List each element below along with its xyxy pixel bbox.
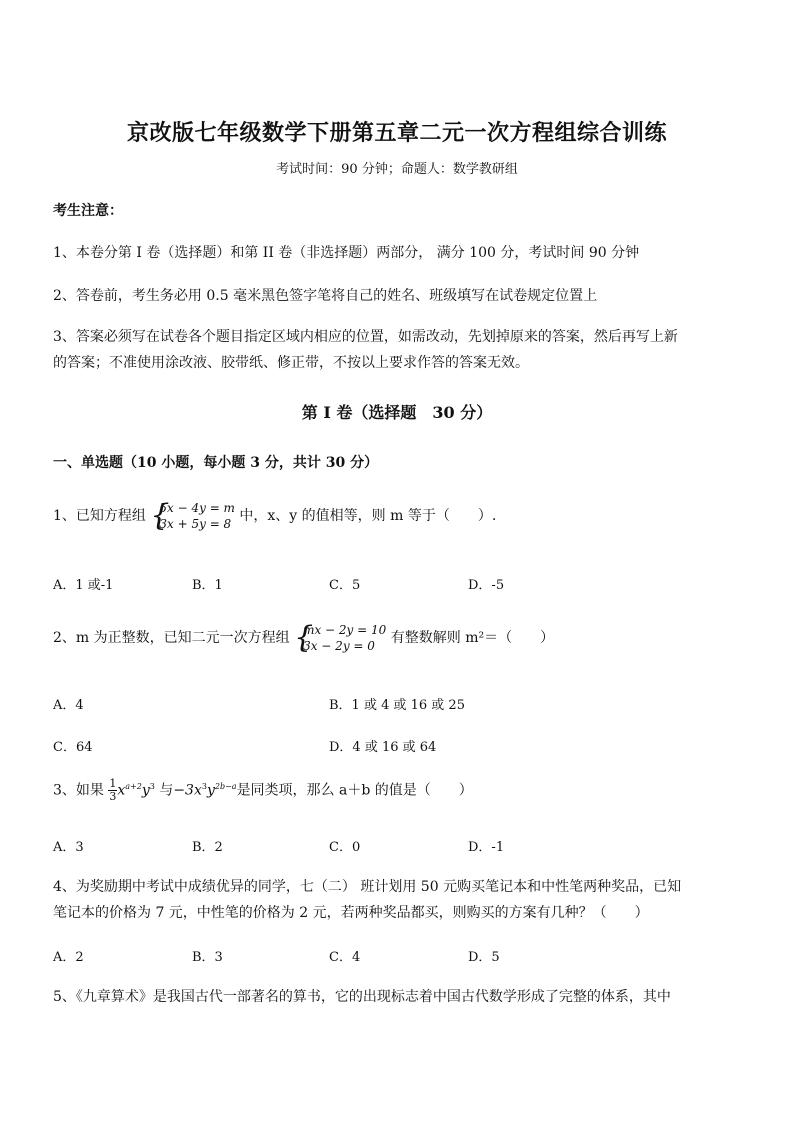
exam-info: 考试时间：90 分钟；命题人：数学教研组 xyxy=(276,162,518,177)
brace-icon: { xyxy=(294,620,314,655)
q3-term2-y: y xyxy=(206,782,215,799)
q3-term1-x: x xyxy=(117,782,126,799)
q1-prefix: 1、已知方程组 xyxy=(53,508,146,524)
q3-option-d: D．-1 xyxy=(468,840,505,855)
q2-equation-system xyxy=(294,622,386,654)
q1-option-a: A．1 或-1 xyxy=(53,578,114,593)
q3-term2-x: −3x xyxy=(173,782,202,799)
q2-eq2: 3x − 2y = 0 xyxy=(303,639,375,653)
q2-suffix: 有整数解则 m²＝（ ） xyxy=(390,630,555,646)
q4-option-b: B．3 xyxy=(192,950,223,965)
q1-suffix: 中，x、y 的值相等，则 m 等于（ ）. xyxy=(239,508,497,524)
q3-term2-y-exp: 2b−a xyxy=(214,781,237,791)
q3-term1-x-exp: a+2 xyxy=(125,781,142,791)
q1-option-d: D．-5 xyxy=(468,578,505,593)
question-1 xyxy=(53,500,496,532)
q3-frac-num: 1 xyxy=(109,777,117,790)
page-title: 京改版七年级数学下册第五章二元一次方程组综合训练 xyxy=(126,120,667,146)
q3-term1-y: y xyxy=(141,782,150,799)
question-4-line-1: 4、为奖励期中考试中成绩优异的同学，七（二） 班计划用 50 元购买笔记本和中性笔两种奖品，已知 xyxy=(53,879,682,895)
q3-term2-x-exp: 3 xyxy=(201,781,207,791)
notice-item-3-cont: 的答案；不准使用涂改液、胶带纸、修正带，不按以上要求作答的答案无效。 xyxy=(53,355,529,371)
question-5-line-1: 5、《九章算术》是我国古代一部著名的算书，它的出现标志着中国古代数学形成了完整的体系，其中 xyxy=(53,989,671,1005)
q3-prefix: 3、如果 xyxy=(53,782,104,799)
q3-frac-den: 3 xyxy=(109,790,117,803)
q2-option-b: B．1 或 4 或 16 或 25 xyxy=(329,698,465,713)
part1-title: 第 I 卷（选择题 30 分） xyxy=(301,403,493,422)
section1-title: 一、单选题（10 小题，每小题 3 分，共计 30 分） xyxy=(53,455,379,471)
q2-option-d: D．4 或 16 或 64 xyxy=(329,740,437,755)
q4-option-a: A．2 xyxy=(53,950,84,965)
q2-option-c: C．64 xyxy=(53,740,93,755)
notice-heading: 考生注意： xyxy=(53,203,123,219)
q3-suffix: 是同类项，那么 a＋b 的值是（ ） xyxy=(236,782,473,799)
q1-option-b: B．1 xyxy=(192,578,223,593)
q1-option-c: C．5 xyxy=(329,578,361,593)
notice-item-1: 1、本卷分第 I 卷（选择题）和第 II 卷（非选择题）两部分， 满分 100 分，考试时间 90 分钟 xyxy=(53,245,640,261)
q3-option-a: A．3 xyxy=(53,840,84,855)
q4-option-d: D．5 xyxy=(468,950,500,965)
notice-item-3: 3、答案必须写在试卷各个题目指定区域内相应的位置，如需改动，先划掉原来的答案，然后再写上新 xyxy=(53,329,678,345)
q1-eq1: 5x − 4y = m xyxy=(159,501,235,515)
question-4-line-2: 笔记本的价格为 7 元，中性笔的价格为 2 元，若两种奖品都买，则购买的方案有几种？（ ） xyxy=(53,905,649,921)
q3-option-b: B．2 xyxy=(192,840,223,855)
q1-eq2: 3x + 5y = 8 xyxy=(159,517,232,531)
q2-eq1: mx − 2y = 10 xyxy=(303,623,387,637)
q4-option-c: C．4 xyxy=(329,950,361,965)
notice-item-2: 2、答卷前，考生务必用 0.5 毫米黑色签字笔将自己的姓名、班级填写在试卷规定位置上 xyxy=(53,288,598,304)
q3-term1-y-exp: 3 xyxy=(149,781,155,791)
q3-option-c: C．0 xyxy=(329,840,361,855)
brace-icon: { xyxy=(150,498,170,533)
question-2 xyxy=(53,622,554,654)
q3-mid: 与 xyxy=(159,782,174,799)
q2-option-a: A．4 xyxy=(53,698,84,713)
q1-equation-system xyxy=(150,500,235,532)
q2-prefix: 2、m 为正整数，已知二元一次方程组 xyxy=(53,630,290,646)
question-3 xyxy=(53,778,473,803)
